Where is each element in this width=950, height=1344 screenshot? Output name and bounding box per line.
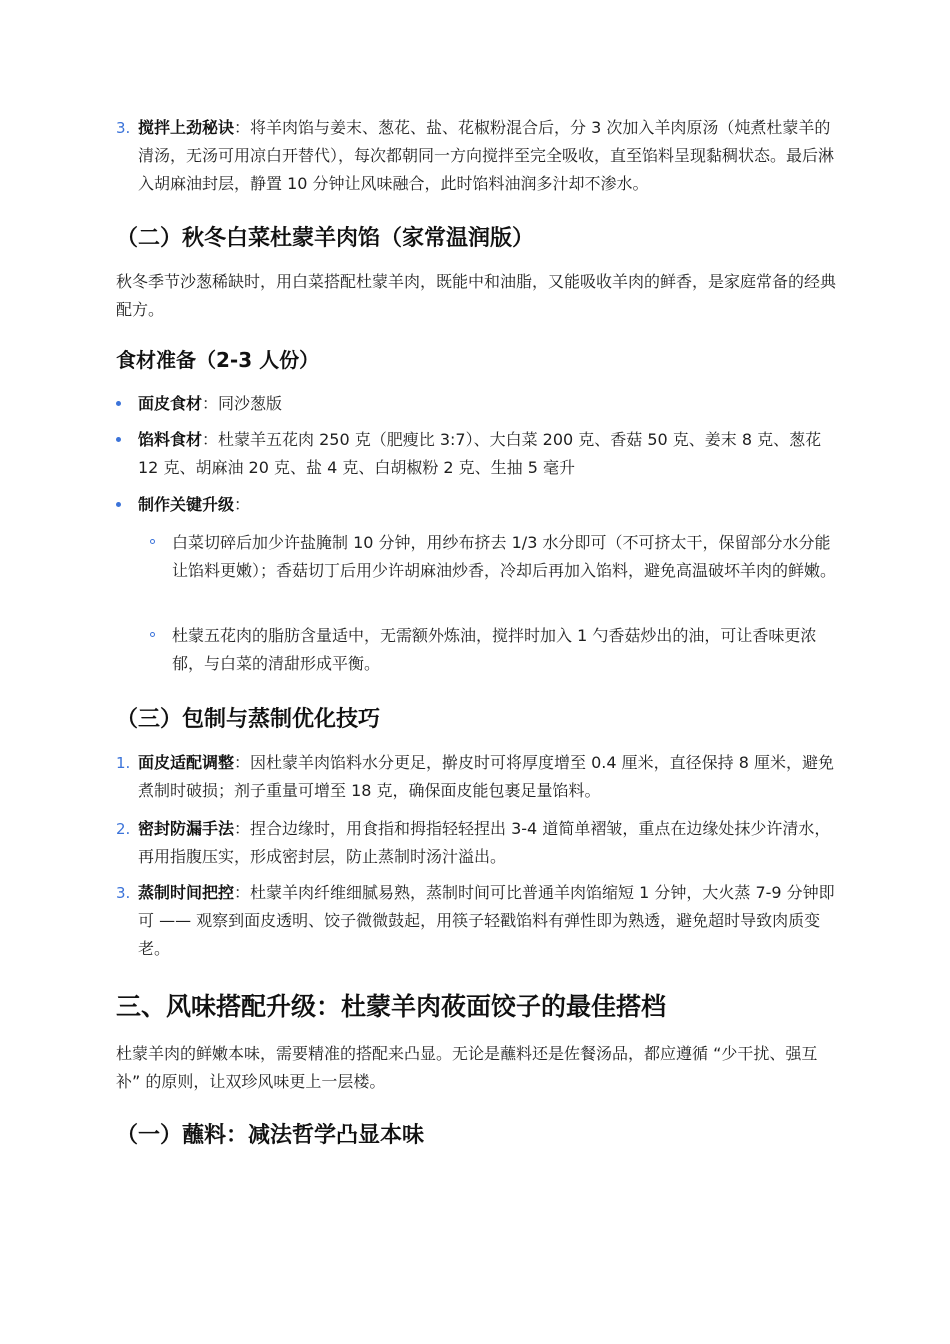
sub-bullet-text: 白菜切碎后加少许盐腌制 10 分钟，用纱布挤去 1/3 水分即可（不可挤太干，保留部分水分能让馅料更嫩）；香菇切丁后用少许胡麻油炒香，冷却后再加入馅料，避免高温破坏羊肉的鲜嫩。 bbox=[172, 533, 837, 580]
list-number: 2. bbox=[116, 820, 131, 838]
sub-bullet-cabbage-prep bbox=[150, 529, 840, 585]
item-body: ：杜蒙羊肉纤维细腻易熟，蒸制时间可比普通羊肉馅缩短 1 分钟，大火蒸 7-9 分钟即可 —— 观察到面皮透明、饺子微微鼓起，用筷子轻戳馅料有弹性即为熟透，避免超时导致肉质变老。 bbox=[138, 883, 835, 958]
item-body: ：捏合边缘时，用食指和拇指轻轻捏出 3-4 道简单褶皱，重点在边缘处抹少许清水，再用指腹压实，形成密封层，防止蒸制时汤汁溢出。 bbox=[138, 819, 831, 866]
item-body: ：将羊肉馅与姜末、葱花、盐、花椒粉混合后，分 3 次加入羊肉原汤（炖煮杜蒙羊的清汤，无汤可用凉白开替代），每次都朝同一方向搅拌至完全吸收，直至馅料呈现黏稠状态。最后淋入胡麻油封层，静置 10 分钟让风味融合，此时馅料油润多汁却不渗水。 bbox=[138, 118, 835, 193]
item-body: ：杜蒙羊五花肉 250 克（肥瘦比 3:7）、大白菜 200 克、香菇 50 克、姜末 8 克、葱花 12 克、胡麻油 20 克、盐 4 克、白胡椒粉 2 克、生抽 5 毫升 bbox=[138, 430, 822, 477]
item-body: ：因杜蒙羊肉馅料水分更足，擀皮时可将厚度增至 0.4 厘米，直径保持 8 厘米，避免煮制时破损；剂子重量可增至 18 克，确保面皮能包裹足量馅料。 bbox=[138, 753, 834, 800]
bullet-icon bbox=[116, 401, 121, 406]
bullet-item-key-upgrade bbox=[116, 491, 838, 519]
item-title: 面皮适配调整 bbox=[138, 753, 235, 772]
hollow-bullet-icon bbox=[150, 539, 155, 544]
list-number: 3. bbox=[116, 884, 131, 902]
list-item-wrapper-adjust bbox=[116, 749, 838, 805]
sub-bullet-pork-fat bbox=[150, 622, 840, 678]
section-heading-wrapping-steaming: （三）包制与蒸制优化技巧 bbox=[116, 707, 381, 732]
bullet-item-wrapper bbox=[116, 390, 838, 418]
section-intro: 秋冬季节沙葱稀缺时，用白菜搭配杜蒙羊肉，既能中和油脂，又能吸收羊肉的鲜香，是家庭常备的经典配方。 bbox=[116, 272, 837, 319]
item-title: 搅拌上劲秘诀 bbox=[138, 118, 235, 137]
list-number: 1. bbox=[116, 754, 131, 772]
item-title: 蒸制时间把控 bbox=[138, 883, 235, 902]
item-body: ：同沙葱版 bbox=[202, 394, 283, 413]
list-number: 3. bbox=[116, 119, 131, 137]
list-item-seal-technique bbox=[116, 815, 838, 871]
item-title: 密封防漏手法 bbox=[138, 819, 235, 838]
section-heading-dipping-sauce: （一）蘸料：减法哲学凸显本味 bbox=[116, 1123, 425, 1148]
bullet-item-filling bbox=[116, 426, 838, 482]
bullet-icon bbox=[116, 502, 121, 507]
item-title: 馅料食材 bbox=[138, 430, 203, 449]
list-item-steam-timing bbox=[116, 879, 838, 963]
item-title: 制作关键升级 bbox=[138, 495, 235, 514]
hollow-bullet-icon bbox=[150, 632, 155, 637]
subheading-ingredients: 食材准备（2-3 人份） bbox=[116, 348, 320, 372]
chapter-intro: 杜蒙羊肉的鲜嫩本味，需要精准的搭配来凸显。无论是蘸料还是佐餐汤品，都应遵循 “少干扰、强互补” 的原则，让双珍风味更上一层楼。 bbox=[116, 1044, 818, 1091]
item-title: 面皮食材 bbox=[138, 394, 203, 413]
item-body: ： bbox=[234, 495, 251, 514]
section-heading-cabbage-filling: （二）秋冬白菜杜蒙羊肉馅（家常温润版） bbox=[116, 226, 535, 251]
sub-bullet-text: 杜蒙五花肉的脂肪含量适中，无需额外炼油，搅拌时加入 1 勺香菇炒出的油，可让香味更浓郁，与白菜的清甜形成平衡。 bbox=[172, 626, 817, 673]
list-item-mixing-secret bbox=[116, 114, 838, 198]
bullet-icon bbox=[116, 437, 121, 442]
chapter-heading-flavor-pairing: 三、风味搭配升级：杜蒙羊肉莜面饺子的最佳搭档 bbox=[116, 992, 667, 1021]
